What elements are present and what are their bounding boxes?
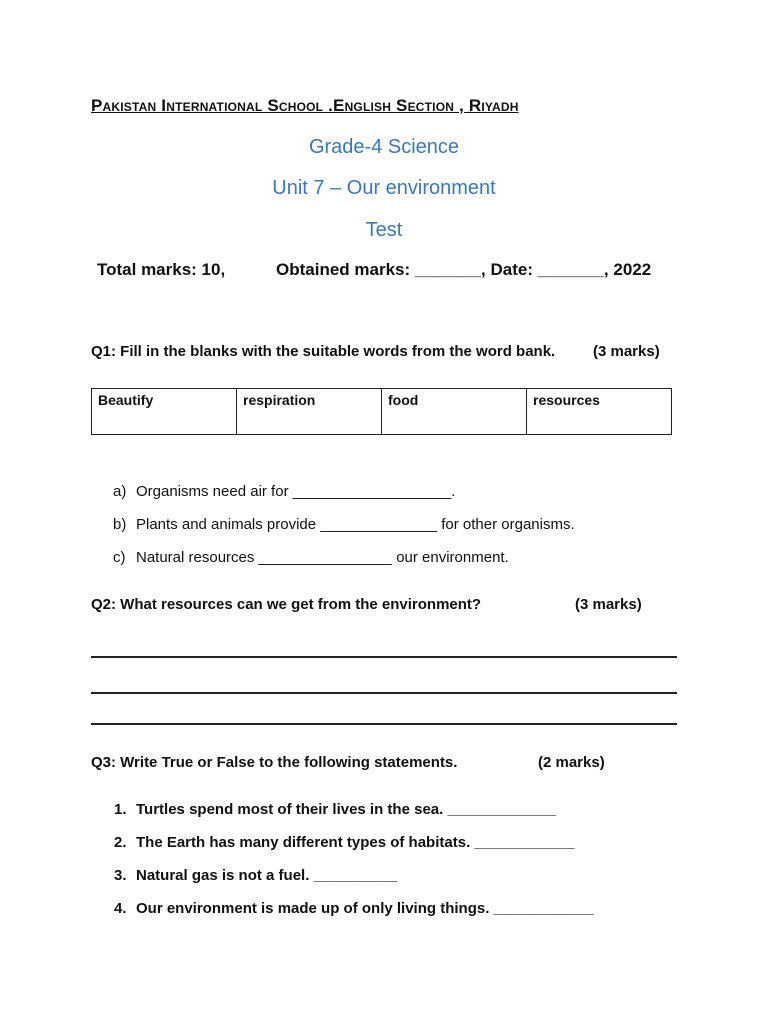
q1-marks: (3 marks) — [593, 343, 660, 360]
school-name: Pakistan International School .English Section , Riyadh — [91, 96, 519, 115]
q3-item — [114, 801, 556, 818]
word-bank-cell: respiration — [237, 389, 382, 435]
item-label: c) — [113, 549, 126, 566]
item-number: 2. — [114, 834, 127, 851]
item-number: 3. — [114, 867, 127, 884]
subject-title: Grade-4 Science — [308, 136, 460, 158]
q1-item — [113, 483, 455, 500]
word-bank-cell: food — [382, 389, 527, 435]
item-label: b) — [113, 516, 127, 533]
item-text: The Earth has many different types of habitats. ____________ — [136, 834, 575, 851]
word-bank-cell: Beautify — [92, 389, 237, 435]
item-text: Our environment is made up of only living things. ____________ — [136, 900, 594, 917]
q3-question: Q3: Write True or False to the following statements. — [91, 754, 458, 771]
q1-item — [113, 549, 509, 566]
q1-item — [113, 516, 575, 533]
unit-title: Unit 7 – Our environment — [272, 177, 496, 199]
item-text: Turtles spend most of their lives in the sea. _____________ — [136, 801, 556, 818]
test-title: Test — [365, 219, 403, 241]
item-text: Organisms need air for ___________________. — [136, 483, 456, 500]
answer-line — [91, 692, 677, 694]
item-label: a) — [113, 483, 127, 500]
obtained-marks: Obtained marks: _______, Date: _______, 2022 — [276, 260, 652, 279]
total-marks: Total marks: 10, — [97, 260, 226, 279]
word-bank-table — [91, 388, 672, 435]
q3-marks: (2 marks) — [538, 754, 605, 771]
q3-item — [114, 900, 594, 917]
q2-question: Q2: What resources can we get from the environment? — [91, 596, 482, 613]
answer-line — [91, 723, 677, 725]
item-text: Plants and animals provide ______________ for other organisms. — [136, 516, 575, 533]
item-number: 4. — [114, 900, 127, 917]
q3-item — [114, 867, 397, 884]
word-bank-cell: resources — [527, 389, 672, 435]
q3-item — [114, 834, 575, 851]
item-text: Natural resources ________________ our environment. — [136, 549, 509, 566]
q1-question: Q1: Fill in the blanks with the suitable words from the word bank. — [91, 343, 556, 360]
item-text: Natural gas is not a fuel. __________ — [136, 867, 397, 884]
q2-marks: (3 marks) — [575, 596, 642, 613]
answer-line — [91, 656, 677, 658]
item-number: 1. — [114, 801, 127, 818]
